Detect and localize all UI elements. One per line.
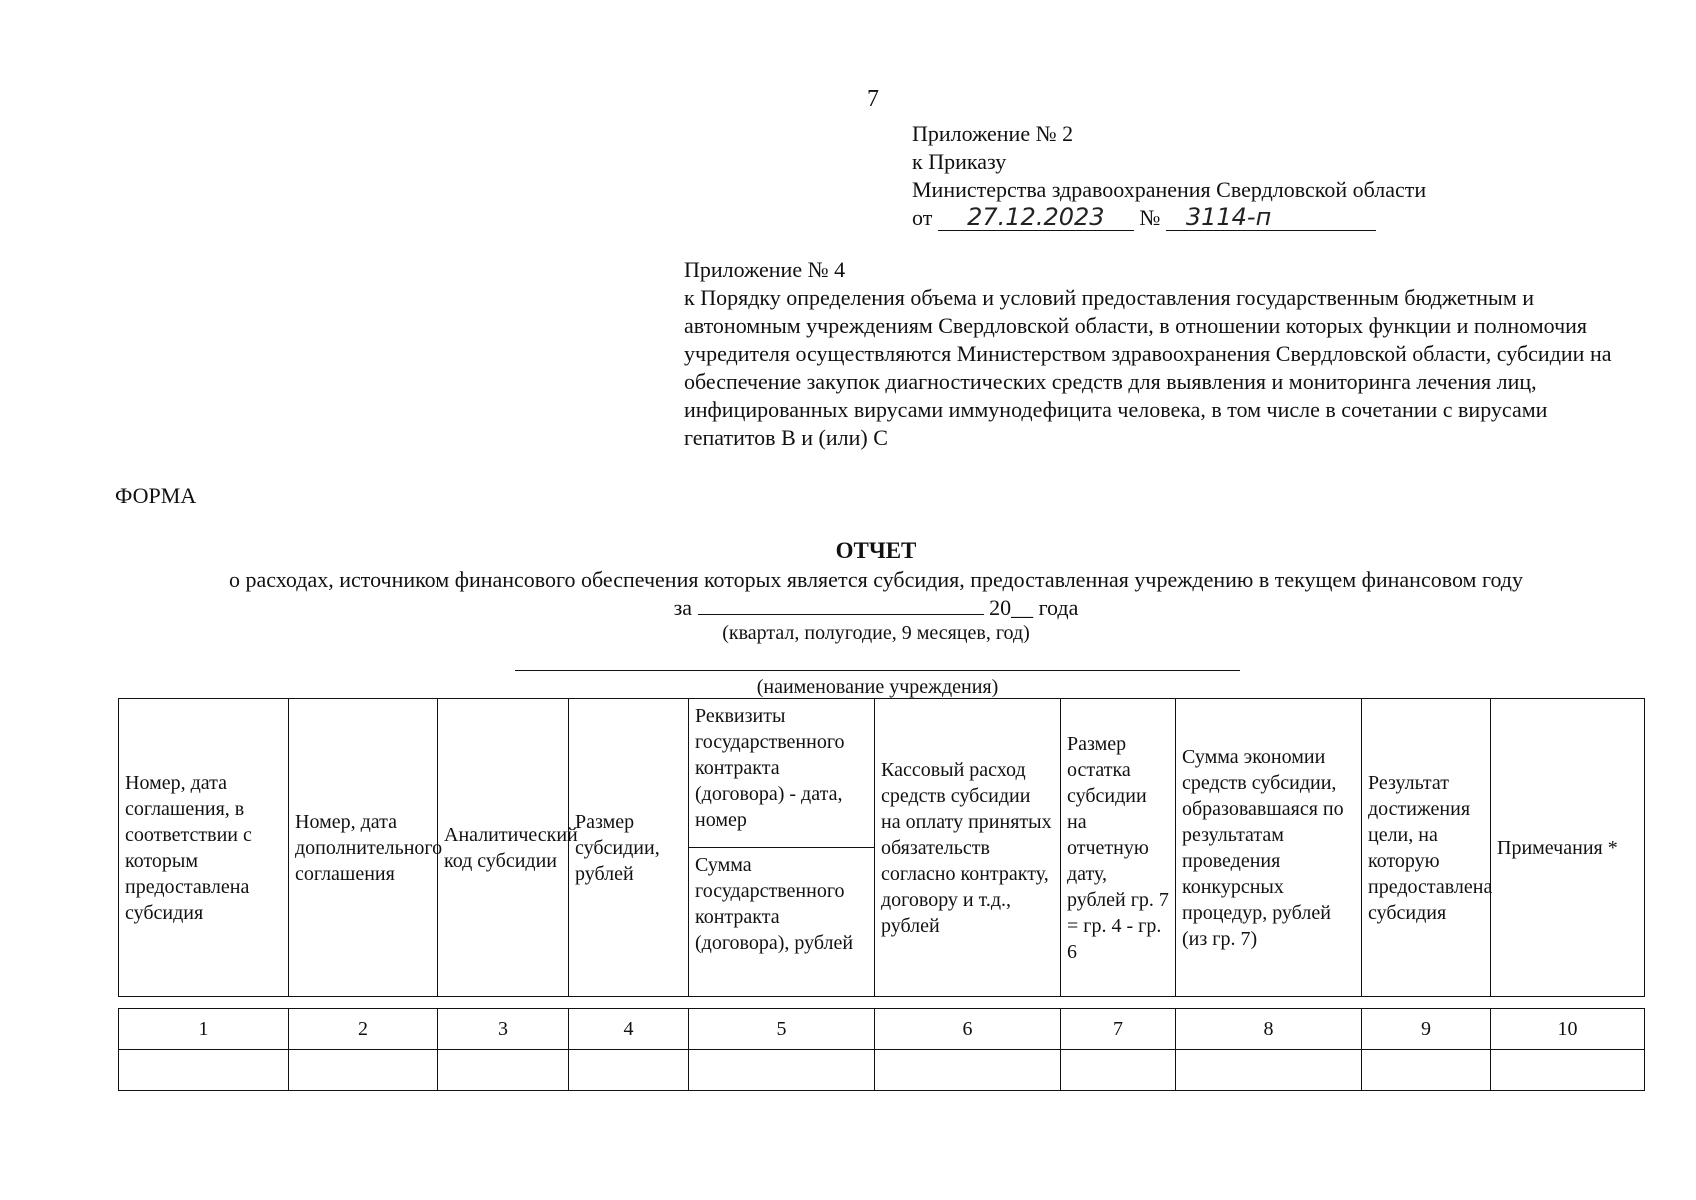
prikaz-line-3: Министерства здравоохранения Свердловской области (912, 177, 1427, 202)
column-number: 6 (875, 1009, 1061, 1050)
data-cell[interactable] (1362, 1050, 1491, 1091)
number-sign: № (1139, 205, 1161, 230)
period-year: 20__ года (989, 595, 1079, 620)
report-title: ОТЧЕТ (835, 538, 917, 563)
column-number: 4 (569, 1009, 689, 1050)
header-notes: Примечания * (1491, 699, 1645, 997)
header-result: Результат достижения цели, на которую предоставлена субсидия (1362, 699, 1491, 997)
header-agreement: Номер, дата соглашения, в соответствии с которым предоставлена субсидия (119, 699, 289, 997)
appendix-4-block (684, 256, 1644, 452)
report-period (0, 594, 1696, 622)
period-prefix: за (673, 595, 693, 620)
page-number: 7 (867, 86, 879, 112)
column-number-row (119, 1009, 1645, 1050)
empty-data-row (119, 1050, 1645, 1091)
report-subtitle: о расходах, источником финансового обеспечения которых является субсидия, предоставленная учреждению в текущем финансовом году (228, 567, 1523, 592)
appendix-4-title: Приложение № 4 (684, 257, 846, 282)
forma-label: ФОРМА (115, 483, 197, 508)
data-cell[interactable] (438, 1050, 569, 1091)
column-number: 8 (1176, 1009, 1362, 1050)
data-cell[interactable] (1491, 1050, 1645, 1091)
header-additional-agreement: Номер, дата дополнительного соглашения (289, 699, 438, 997)
date-prefix: от (912, 205, 933, 230)
column-number: 9 (1362, 1009, 1491, 1050)
report-table-header (118, 698, 1645, 997)
report-table-body (118, 1008, 1645, 1091)
appendix-4-text: к Порядку определения объема и условий предоставления государственным бюджетным и автономным учреждениям Свердловской области, в отношении которых функции и полномочия учредителя осуществляются Министерством здравоохранения Свердловской области, субсидии на обеспечение закупок диагностических средств для выявления и мониторинга лечения лиц, инфицированных вирусами иммунодефицита человека, в том числе в сочетании с вирусами гепатитов В и (или) С (684, 285, 1612, 450)
header-contract-details: Реквизиты государственного контракта (договора) - дата, номер (689, 699, 875, 848)
prikaz-header (912, 120, 1426, 232)
header-contract-sum: Сумма государственного контракта (договора), рублей (689, 848, 875, 997)
data-cell[interactable] (289, 1050, 438, 1091)
column-number: 1 (119, 1009, 289, 1050)
header-subsidy-size: Размер субсидии, рублей (569, 699, 689, 997)
header-analytic-code: Аналитический код субсидии (438, 699, 569, 997)
column-number: 3 (438, 1009, 569, 1050)
column-number: 7 (1061, 1009, 1176, 1050)
handwritten-date: 27.12.2023 (938, 204, 1134, 231)
data-cell[interactable] (119, 1050, 289, 1091)
prikaz-date-line (912, 204, 1426, 232)
data-cell[interactable] (1061, 1050, 1176, 1091)
period-blank (698, 594, 984, 615)
prikaz-line-1: Приложение № 2 (912, 121, 1074, 146)
period-hint: (квартал, полугодие, 9 месяцев, год) (722, 622, 1030, 644)
prikaz-line-2: к Приказу (912, 149, 1007, 174)
header-cash-expense: Кассовый расход средств субсидии на оплату принятых обязательств согласно контракту, договору и т.д., рублей (875, 699, 1061, 997)
data-cell[interactable] (1176, 1050, 1362, 1091)
data-cell[interactable] (569, 1050, 689, 1091)
data-cell[interactable] (875, 1050, 1061, 1091)
institution-hint: (наименование учреждения) (756, 676, 999, 698)
column-number: 5 (689, 1009, 875, 1050)
data-cell[interactable] (689, 1050, 875, 1091)
column-number: 10 (1491, 1009, 1645, 1050)
institution-line (515, 670, 1240, 671)
header-savings: Сумма экономии средств субсидии, образовавшаяся по результатам проведения конкурсных процедур, рублей (из гр. 7) (1176, 699, 1362, 997)
handwritten-number: 3114-п (1166, 204, 1376, 231)
header-balance: Размер остатка субсидии на отчетную дату, рублей гр. 7 = гр. 4 - гр. 6 (1061, 699, 1176, 997)
column-number: 2 (289, 1009, 438, 1050)
